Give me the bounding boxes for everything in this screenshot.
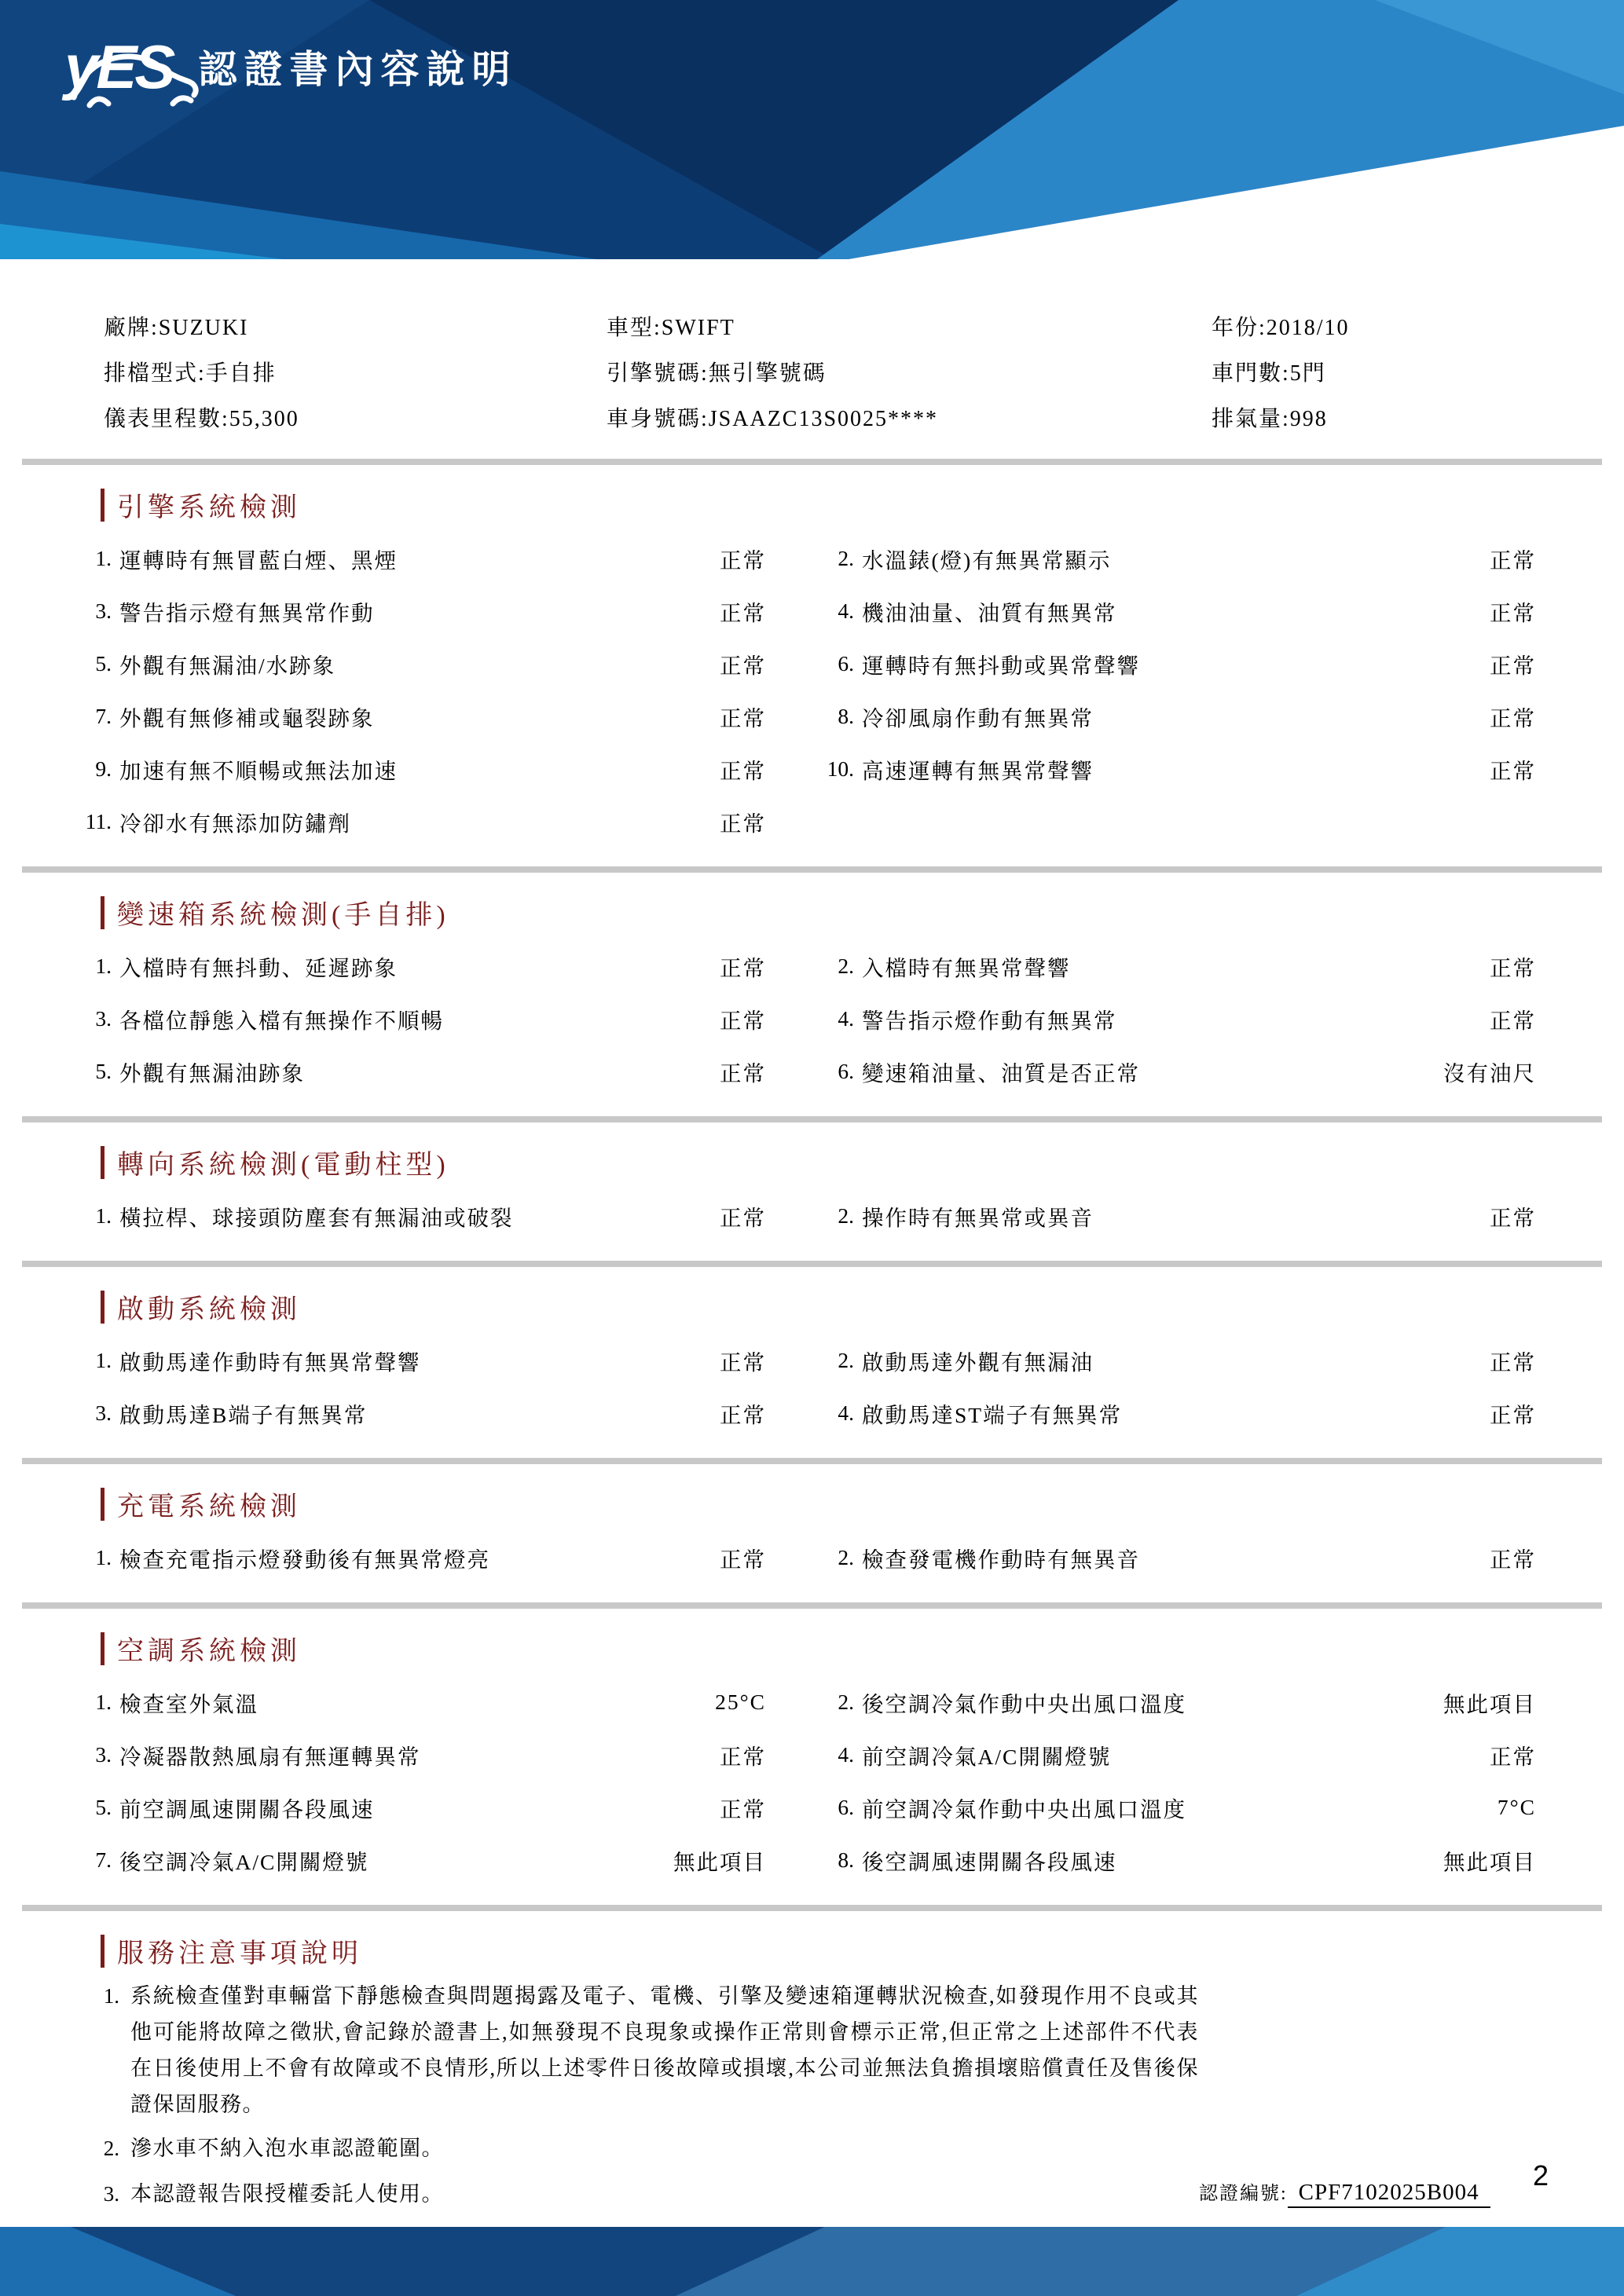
check-row — [69, 1531, 1536, 1584]
check-section — [0, 1629, 1624, 1886]
check-item-value: 正常 — [1490, 705, 1536, 731]
check-item-value: 正常 — [720, 653, 766, 678]
section-title: 引擎系統檢測 — [117, 493, 301, 522]
section-rows — [0, 1675, 1624, 1886]
check-item-value: 正常 — [1490, 1349, 1536, 1375]
check-section — [0, 1143, 1624, 1242]
page-header — [0, 0, 1624, 259]
section-title-row — [101, 893, 1624, 932]
check-item-number: 2. — [838, 545, 854, 570]
page-number: 2 — [1532, 2159, 1549, 2192]
check-item-text: 啟動馬達ST端子有無異常 — [862, 1402, 1123, 1427]
check-item-text: 啟動馬達B端子有無異常 — [119, 1402, 368, 1427]
note-number: 3. — [103, 2182, 119, 2206]
check-item-number: 4. — [838, 1005, 854, 1031]
check-item-text: 後空調冷氣A/C開關燈號 — [119, 1849, 369, 1874]
check-row — [69, 742, 1536, 795]
check-item-value: 正常 — [720, 600, 766, 625]
section-title: 充電系統檢測 — [117, 1492, 301, 1522]
check-item-value: 無此項目 — [1443, 1691, 1536, 1716]
check-row — [69, 1386, 1536, 1439]
section-divider — [22, 1458, 1602, 1464]
check-item-text: 運轉時有無冒藍白煙、黑煙 — [119, 547, 398, 573]
check-item-number: 2. — [838, 953, 854, 978]
check-item-value: 正常 — [1490, 653, 1536, 678]
section-divider — [22, 1116, 1602, 1122]
check-item-value: 正常 — [1490, 1547, 1536, 1572]
note-text: 本認證報告限授權委託人使用。 — [130, 2182, 444, 2206]
notes-section — [0, 1932, 1624, 2212]
check-item-value: 沒有油尺 — [1443, 1060, 1536, 1086]
check-item-text: 冷凝器散熱風扇有無運轉異常 — [119, 1744, 421, 1769]
check-item-number: 4. — [838, 1741, 854, 1767]
section-rows — [0, 939, 1624, 1097]
check-row — [69, 1833, 1536, 1886]
check-row — [69, 690, 1536, 742]
vehicle-info-cell: 廠牌:SUZUKI — [104, 316, 249, 340]
check-item-value: 25°C — [715, 1689, 766, 1714]
check-item-value: 正常 — [720, 705, 766, 731]
section-title: 變速箱系統檢測(手自排) — [117, 901, 449, 930]
check-item-number: 7. — [95, 1847, 112, 1872]
section-title: 轉向系統檢測(電動柱型) — [117, 1151, 449, 1180]
check-item-number: 5. — [95, 1058, 112, 1083]
vehicle-info-cell: 車身號碼:JSAAZC13S0025**** — [607, 407, 939, 431]
vehicle-info-row — [104, 349, 1624, 394]
check-section — [0, 485, 1624, 848]
check-item-number: 3. — [95, 1741, 112, 1767]
check-item-value: 正常 — [1490, 547, 1536, 573]
vehicle-info — [0, 259, 1624, 440]
check-item-number: 1. — [95, 1544, 112, 1569]
check-item-value: 正常 — [720, 1205, 766, 1230]
section-title-bar — [101, 1146, 104, 1179]
vehicle-info-cell: 引擎號碼:無引擎號碼 — [607, 361, 827, 386]
yes-logo-text: yES — [64, 32, 174, 101]
check-item-number: 4. — [838, 598, 854, 623]
check-item-text: 前空調冷氣作動中央出風口溫度 — [862, 1796, 1186, 1822]
brand-row — [64, 32, 518, 101]
check-item-text: 入檔時有無異常聲響 — [862, 955, 1071, 980]
vehicle-info-cell: 排氣量:998 — [1212, 407, 1328, 431]
check-item-text: 外觀有無漏油/水跡象 — [119, 653, 336, 678]
check-item-text: 前空調風速開關各段風速 — [119, 1796, 375, 1822]
check-item-text: 檢查充電指示燈發動後有無異常燈亮 — [119, 1547, 490, 1572]
check-item-value: 正常 — [720, 811, 766, 836]
check-item-text: 外觀有無修補或龜裂跡象 — [119, 705, 375, 731]
check-item-number: 4. — [838, 1400, 854, 1425]
check-item-text: 外觀有無漏油跡象 — [119, 1060, 305, 1086]
note-number: 2. — [103, 2137, 119, 2160]
vehicle-info-cell: 年份:2018/10 — [1212, 316, 1350, 340]
section-title-row — [101, 1629, 1624, 1668]
check-item-number: 2. — [838, 1347, 854, 1372]
note-text: 滲水車不納入泡水車認證範圍。 — [130, 2137, 444, 2160]
section-title-row — [101, 1143, 1624, 1181]
certificate-number: CPF7102025B004 — [1288, 2180, 1490, 2208]
check-item-text: 變速箱油量、油質是否正常 — [862, 1060, 1140, 1086]
check-item-number: 9. — [95, 756, 112, 781]
check-item-text: 水溫錶(燈)有無異常顯示 — [862, 547, 1112, 573]
check-item-number: 2. — [838, 1203, 854, 1228]
check-row — [69, 992, 1536, 1045]
check-item-value: 正常 — [1490, 1008, 1536, 1033]
vehicle-info-cell: 車型:SWIFT — [607, 316, 735, 340]
check-item-number: 6. — [838, 1058, 854, 1083]
note-item — [69, 2130, 1536, 2166]
check-item-number: 10. — [827, 756, 854, 781]
check-item-value: 正常 — [720, 1060, 766, 1086]
check-item-text: 入檔時有無抖動、延遲跡象 — [119, 955, 398, 980]
section-title-bar — [101, 1488, 104, 1521]
section-divider — [22, 1261, 1602, 1267]
check-section — [0, 893, 1624, 1097]
check-item-value: 正常 — [1490, 955, 1536, 980]
check-row — [69, 1728, 1536, 1781]
check-sections — [0, 485, 1624, 1911]
check-item-number: 1. — [95, 1347, 112, 1372]
check-item-number: 6. — [838, 650, 854, 676]
check-item-number: 5. — [95, 1794, 112, 1819]
check-item-text: 啟動馬達外觀有無漏油 — [862, 1349, 1094, 1375]
check-section — [0, 1287, 1624, 1439]
check-row — [69, 584, 1536, 637]
check-item-text: 加速有無不順暢或無法加速 — [119, 758, 398, 783]
check-item-value: 正常 — [720, 1547, 766, 1572]
check-item-number: 1. — [95, 1689, 112, 1714]
note-item — [69, 2174, 1536, 2212]
check-item-text: 冷卻水有無添加防鏽劑 — [119, 811, 351, 836]
check-item-value: 無此項目 — [1443, 1849, 1536, 1874]
section-rows — [0, 1334, 1624, 1439]
check-item-value: 正常 — [720, 1349, 766, 1375]
check-item-value: 無此項目 — [673, 1849, 766, 1874]
section-rows — [0, 1189, 1624, 1242]
check-item-number: 2. — [838, 1544, 854, 1569]
section-title-row — [101, 1485, 1624, 1523]
check-item-value: 正常 — [720, 1402, 766, 1427]
check-item-text: 後空調冷氣作動中央出風口溫度 — [862, 1691, 1186, 1716]
vehicle-info-row — [104, 394, 1624, 440]
section-rows — [0, 1531, 1624, 1584]
section-divider — [22, 459, 1602, 465]
check-item-text: 前空調冷氣A/C開關燈號 — [862, 1744, 1112, 1769]
check-item-value: 正常 — [1490, 1402, 1536, 1427]
check-row — [69, 1189, 1536, 1242]
check-item-text: 檢查發電機作動時有無異音 — [862, 1547, 1140, 1572]
section-title-bar — [101, 1632, 104, 1665]
check-item-value: 正常 — [720, 1796, 766, 1822]
check-item-text: 冷卻風扇作動有無異常 — [862, 705, 1094, 731]
note-item — [69, 1978, 1536, 2122]
page-title: 認證書內容說明 — [198, 49, 518, 91]
section-divider — [22, 1905, 1602, 1911]
certificate-label: 認證編號: — [1199, 2184, 1288, 2204]
check-item-value: 正常 — [720, 955, 766, 980]
note-number: 1. — [103, 1984, 119, 2008]
footer-background-graphic — [0, 2227, 1624, 2296]
note-text: 系統檢查僅對車輛當下靜態檢查與問題揭露及電子、電機、引擎及變速箱運轉狀況檢查,如發現作用不良或其他可能將故障之徵狀,會記錄於證書上,如無發現不良現象或操作正常則會標示正常,但正常之上述部件不代表在日後使用上不會有故障或不良情形,所以上述零件日後故障或損壞,本公司並無法負擔損壞賠償責任及售後保證保固服務。 — [130, 1984, 1199, 2116]
check-item-text: 機油油量、油質有無異常 — [862, 600, 1117, 625]
check-item-number: 8. — [838, 703, 854, 728]
check-item-text: 運轉時有無抖動或異常聲響 — [862, 653, 1140, 678]
section-title: 空調系統檢測 — [117, 1637, 301, 1666]
check-item-value: 正常 — [1490, 758, 1536, 783]
check-item-number: 3. — [95, 598, 112, 623]
check-row — [69, 795, 1536, 848]
vehicle-info-cell: 車門數:5門 — [1212, 361, 1326, 386]
section-title: 啟動系統檢測 — [117, 1295, 301, 1324]
check-item-number: 1. — [95, 953, 112, 978]
check-item-text: 橫拉桿、球接頭防塵套有無漏油或破裂 — [119, 1205, 514, 1230]
check-item-number: 6. — [838, 1794, 854, 1819]
check-row — [69, 1781, 1536, 1833]
check-item-text: 後空調風速開關各段風速 — [862, 1849, 1117, 1874]
check-row — [69, 532, 1536, 584]
check-item-value: 正常 — [1490, 1205, 1536, 1230]
car-outline-icon — [69, 36, 203, 112]
check-item-number: 1. — [95, 545, 112, 570]
yes-logo — [64, 32, 174, 101]
check-item-text: 各檔位靜態入檔有無操作不順暢 — [119, 1008, 444, 1033]
check-item-number: 3. — [95, 1400, 112, 1425]
check-item-number: 11. — [85, 808, 112, 833]
section-title-row — [101, 1287, 1624, 1326]
check-item-value: 7°C — [1497, 1794, 1536, 1819]
section-title-bar — [101, 489, 104, 522]
section-divider — [22, 1602, 1602, 1609]
section-title-bar — [101, 1291, 104, 1324]
section-title-bar — [101, 896, 104, 929]
check-item-text: 警告指示燈作動有無異常 — [862, 1008, 1117, 1033]
check-row — [69, 939, 1536, 992]
check-item-value: 正常 — [720, 547, 766, 573]
check-row — [69, 637, 1536, 690]
check-item-value: 正常 — [720, 1008, 766, 1033]
section-title-bar — [101, 1935, 104, 1968]
check-row — [69, 1334, 1536, 1386]
check-item-number: 3. — [95, 1005, 112, 1031]
certificate-number-row — [1199, 2174, 1490, 2212]
page-footer — [0, 2227, 1624, 2296]
section-title: 服務注意事項說明 — [117, 1939, 362, 1968]
check-item-text: 警告指示燈有無異常作動 — [119, 600, 375, 625]
check-item-text: 操作時有無異常或異音 — [862, 1205, 1094, 1230]
vehicle-info-row — [104, 303, 1624, 349]
vehicle-info-cell: 儀表里程數:55,300 — [104, 407, 299, 431]
check-row — [69, 1675, 1536, 1728]
check-item-text: 檢查室外氣溫 — [119, 1691, 258, 1716]
check-item-value: 正常 — [720, 758, 766, 783]
check-item-value: 正常 — [720, 1744, 766, 1769]
check-item-number: 7. — [95, 703, 112, 728]
section-title-row — [101, 485, 1624, 524]
check-section — [0, 1485, 1624, 1584]
vehicle-info-cell: 排檔型式:手自排 — [104, 361, 277, 386]
check-item-text: 高速運轉有無異常聲響 — [862, 758, 1094, 783]
check-item-number: 5. — [95, 650, 112, 676]
check-item-number: 8. — [838, 1847, 854, 1872]
check-item-value: 正常 — [1490, 1744, 1536, 1769]
section-title-row — [101, 1932, 1624, 1970]
check-row — [69, 1045, 1536, 1097]
section-divider — [22, 866, 1602, 873]
check-item-number: 1. — [95, 1203, 112, 1228]
check-item-value: 正常 — [1490, 600, 1536, 625]
section-rows — [0, 532, 1624, 848]
check-item-text: 啟動馬達作動時有無異常聲響 — [119, 1349, 421, 1375]
check-item-number: 2. — [838, 1689, 854, 1714]
